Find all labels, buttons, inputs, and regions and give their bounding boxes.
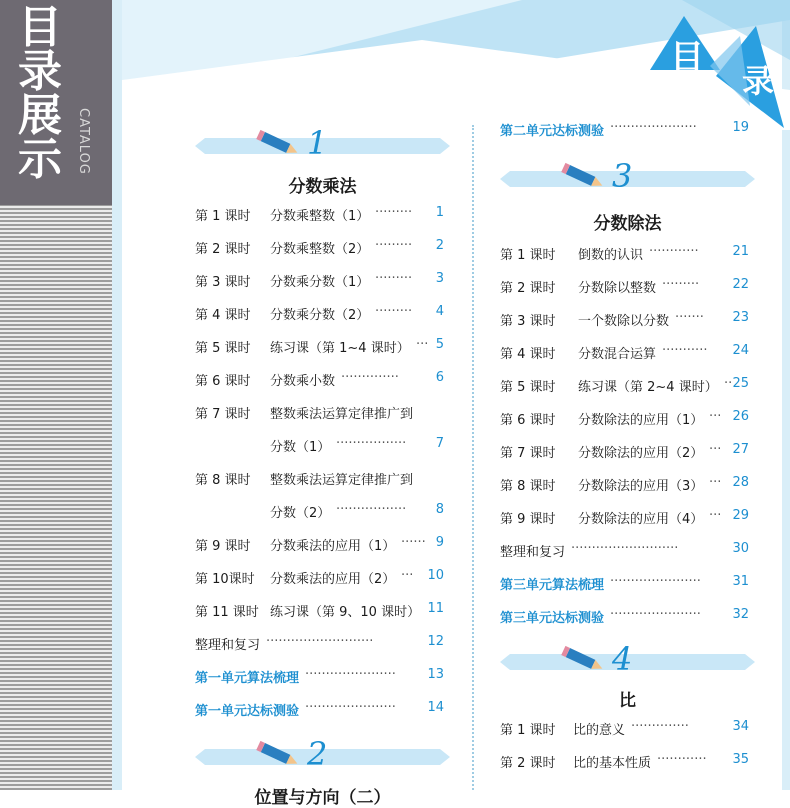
unit-banner-4 <box>500 640 755 684</box>
topic-label: 分数除法的应用（2） <box>578 446 704 461</box>
page-number: 7 <box>435 436 444 451</box>
toc-row[interactable] <box>500 508 755 541</box>
topic-label: 整理和复习 <box>195 638 261 653</box>
leader-dots: ······ <box>401 535 426 550</box>
leader-dots: ··· <box>709 409 722 424</box>
side-banner-title <box>18 2 78 185</box>
lesson-label: 第 8 课时 <box>195 473 251 488</box>
topic-label: 分数乘整数（1） <box>270 209 370 224</box>
topic-label: 比的意义 <box>573 723 626 738</box>
toc-row[interactable] <box>195 238 450 271</box>
page-number: 23 <box>732 310 749 325</box>
leader-dots: ·············· <box>631 719 689 734</box>
lesson-label: 第 9 课时 <box>500 512 556 527</box>
page-number: 14 <box>427 700 444 715</box>
toc-row[interactable] <box>195 601 450 634</box>
toc-row[interactable] <box>195 205 450 238</box>
lesson-label: 第 4 课时 <box>500 347 556 362</box>
lesson-label: 第 3 课时 <box>500 314 556 329</box>
toc-row[interactable] <box>195 370 450 403</box>
toc-row[interactable] <box>195 568 450 601</box>
topic-label: 整理和复习 <box>500 545 566 560</box>
lesson-label: 第 7 课时 <box>195 407 251 422</box>
page-number: 28 <box>732 475 749 490</box>
lesson-label: 第 2 课时 <box>500 281 556 296</box>
topic-label: 分数除法的应用（3） <box>578 479 704 494</box>
toc-row[interactable] <box>500 277 755 310</box>
topic-label: 整数乘法运算定律推广到 <box>270 407 414 422</box>
toc-row[interactable] <box>195 700 450 733</box>
leader-dots: ······· <box>675 310 704 325</box>
leader-dots: ········· <box>662 277 700 292</box>
page-number: 4 <box>435 304 444 319</box>
toc-row[interactable] <box>500 310 755 343</box>
leader-dots: ······················ <box>610 607 701 622</box>
leader-dots: ·························· <box>571 541 679 556</box>
toc-row[interactable] <box>500 409 755 442</box>
leader-dots: ············ <box>649 244 699 259</box>
leader-dots: ········· <box>375 205 413 220</box>
title-char: 录 <box>18 46 62 97</box>
lesson-label: 第 9 课时 <box>195 539 251 554</box>
leader-dots: ··· <box>709 475 722 490</box>
page-number: 2 <box>435 238 444 253</box>
lesson-label: 第 6 课时 <box>195 374 251 389</box>
unit-number: 2 <box>307 735 328 773</box>
side-banner-panel <box>0 0 112 205</box>
page-number: 13 <box>427 667 444 682</box>
title-char: 展 <box>18 90 62 141</box>
toc-row[interactable] <box>500 475 755 508</box>
topic-label: 分数除法的应用（4） <box>578 512 704 527</box>
page-number: 30 <box>732 541 749 556</box>
leader-dots: ············ <box>657 752 707 767</box>
lesson-label: 第 6 课时 <box>500 413 556 428</box>
lesson-label: 第 1 课时 <box>195 209 251 224</box>
topic-label: 第一单元达标测验 <box>195 704 300 719</box>
unit-title: 比 <box>619 691 636 711</box>
title-char: 示 <box>18 134 62 185</box>
topic-label: 第三单元算法梳理 <box>500 578 605 593</box>
page-number: 9 <box>435 535 444 550</box>
toc-row[interactable] <box>500 376 755 409</box>
leader-dots: ······················ <box>305 700 396 715</box>
page-number: 35 <box>732 752 749 767</box>
topic-label: 分数混合运算 <box>578 347 657 362</box>
pre-list <box>500 120 755 153</box>
toc-row[interactable] <box>500 120 755 153</box>
header-char-lu: 录 <box>741 62 774 100</box>
toc-row[interactable] <box>195 667 450 700</box>
unit-banner-3 <box>500 157 755 201</box>
toc-row[interactable] <box>195 403 450 436</box>
leader-dots: ········· <box>375 304 413 319</box>
topic-label: 第三单元达标测验 <box>500 611 605 626</box>
unit-number: 1 <box>307 124 328 162</box>
unit-list <box>500 719 755 785</box>
topic-label: 分数除法的应用（1） <box>578 413 704 428</box>
header-char-mu: 目 <box>670 38 704 78</box>
lesson-label: 第 1 课时 <box>500 248 556 263</box>
topic-label: 练习课（第 2~4 课时） <box>578 380 718 395</box>
page-number: 1 <box>435 205 444 220</box>
lesson-label: 第 2 课时 <box>500 756 556 771</box>
page-number: 34 <box>732 719 749 734</box>
catalog-label: CATALOG <box>76 108 91 175</box>
toc-row[interactable] <box>195 502 450 535</box>
lesson-label: 第 1 课时 <box>500 723 556 738</box>
page-number: 29 <box>732 508 749 523</box>
column-right <box>500 120 755 785</box>
unit-title: 位置与方向（二） <box>254 788 391 808</box>
toc-row[interactable] <box>195 535 450 568</box>
toc-row[interactable] <box>500 574 755 607</box>
leader-dots: ··········· <box>662 343 708 358</box>
topic-label: 分数乘分数（1） <box>270 275 370 290</box>
topic-label: 分数乘法的应用（2） <box>270 572 396 587</box>
column-left <box>195 124 450 808</box>
toc-row[interactable] <box>500 607 755 640</box>
unit-title: 分数乘法 <box>288 177 357 197</box>
page-number: 6 <box>435 370 444 385</box>
page-number: 5 <box>435 337 444 352</box>
leader-dots: ··· <box>709 442 722 457</box>
leader-dots: ·························· <box>266 634 374 649</box>
page-number: 25 <box>732 376 749 391</box>
lesson-label: 第 8 课时 <box>500 479 556 494</box>
leader-dots: ················· <box>336 436 407 451</box>
toc-row[interactable] <box>195 304 450 337</box>
page-number: 12 <box>427 634 444 649</box>
page-number: 24 <box>732 343 749 358</box>
topic-label: 比的基本性质 <box>573 756 652 771</box>
lesson-label: 第 3 课时 <box>195 275 251 290</box>
toc-row[interactable] <box>500 752 755 785</box>
topic-label: 分数乘整数（2） <box>270 242 370 257</box>
page-number: 3 <box>435 271 444 286</box>
page-number: 21 <box>732 244 749 259</box>
page-number: 26 <box>732 409 749 424</box>
topic-label: 分数（2） <box>270 506 331 521</box>
lesson-label: 第 11 课时 <box>195 605 259 620</box>
toc-row[interactable] <box>500 442 755 475</box>
unit-number: 3 <box>612 157 633 195</box>
page-number: 11 <box>427 601 444 616</box>
leader-dots: ·· <box>724 376 733 391</box>
topic-label: 倒数的认识 <box>578 248 644 263</box>
leader-dots: ······················ <box>305 667 396 682</box>
topic-label: 第一单元算法梳理 <box>195 671 300 686</box>
toc-row[interactable] <box>500 244 755 277</box>
topic-label: 整数乘法运算定律推广到 <box>270 473 414 488</box>
unit-list <box>500 244 755 640</box>
topic-label: 分数乘法的应用（1） <box>270 539 396 554</box>
lesson-label: 第 7 课时 <box>500 446 556 461</box>
page-number: 27 <box>732 442 749 457</box>
lesson-label: 第 5 课时 <box>195 341 251 356</box>
leader-dots: ······················ <box>610 574 701 589</box>
column-divider <box>472 125 474 790</box>
page-number: 32 <box>732 607 749 622</box>
toc-row[interactable] <box>500 541 755 574</box>
topic-label: 第二单元达标测验 <box>500 124 605 139</box>
page-number: 10 <box>427 568 444 583</box>
topic-label: 分数乘小数 <box>270 374 336 389</box>
lesson-label: 第 4 课时 <box>195 308 251 323</box>
toc-row[interactable] <box>195 436 450 469</box>
topic-label: 练习课（第 9、10 课时） <box>270 605 421 620</box>
toc-row[interactable] <box>195 271 450 304</box>
lesson-label: 第 2 课时 <box>195 242 251 257</box>
topic-label: 分数除以整数 <box>578 281 657 296</box>
leader-dots: ··· <box>401 568 414 583</box>
leader-dots: ····················· <box>610 120 697 135</box>
toc-row[interactable] <box>195 634 450 667</box>
unit-banner-1 <box>195 124 450 168</box>
topic-label: 分数（1） <box>270 440 331 455</box>
toc-row[interactable] <box>500 343 755 376</box>
toc-row[interactable] <box>195 469 450 502</box>
leader-dots: ··· <box>416 337 429 352</box>
unit-number: 4 <box>612 640 633 678</box>
page-number: 31 <box>732 574 749 589</box>
leader-dots: ·············· <box>341 370 399 385</box>
lesson-label: 第 10课时 <box>195 572 255 587</box>
page-number: 19 <box>732 120 749 135</box>
leader-dots: ········· <box>375 238 413 253</box>
toc-row[interactable] <box>500 719 755 752</box>
topic-label: 一个数除以分数 <box>578 314 670 329</box>
toc-row[interactable] <box>195 337 450 370</box>
topic-label: 练习课（第 1~4 课时） <box>270 341 410 356</box>
title-char: 目 <box>18 2 62 53</box>
topic-label: 分数乘分数（2） <box>270 308 370 323</box>
leader-dots: ········· <box>375 271 413 286</box>
page-number: 8 <box>435 502 444 517</box>
leader-dots: ················· <box>336 502 407 517</box>
unit-banner-2 <box>195 735 450 779</box>
page-number: 22 <box>732 277 749 292</box>
leader-dots: ··· <box>709 508 722 523</box>
unit-list <box>195 205 450 733</box>
unit-title: 分数除法 <box>593 214 662 234</box>
lesson-label: 第 5 课时 <box>500 380 556 395</box>
